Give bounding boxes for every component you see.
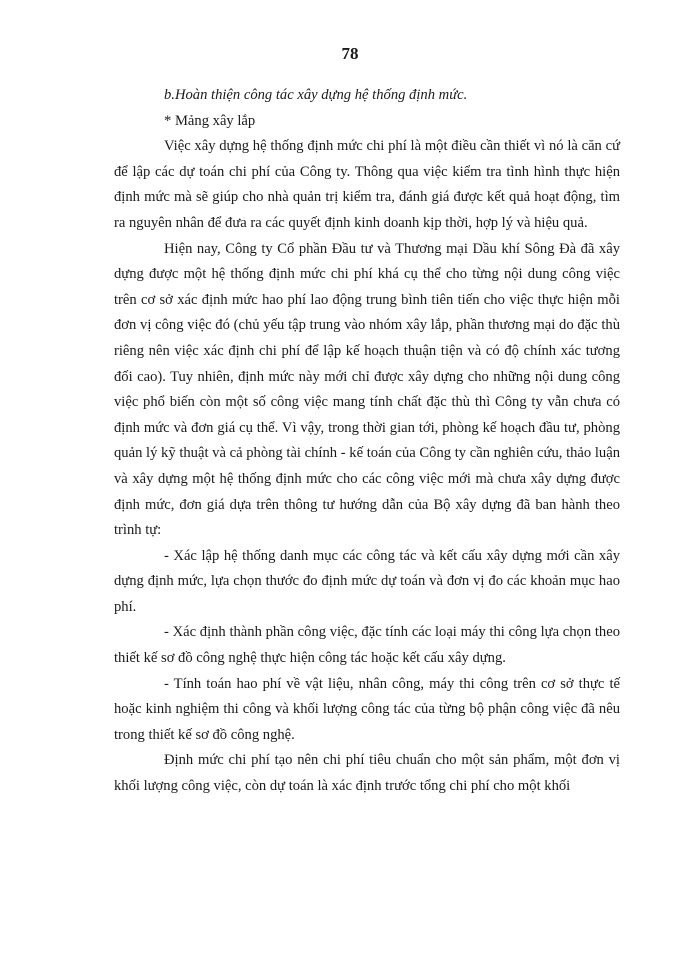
subsection-heading: * Mảng xây lắp [164,112,256,129]
bullet-item: - Tính toán hao phí về vật liệu, nhân công, máy thi công trên cơ sở thực tế hoặc kinh nghiệm thi công và khối lượng công tác của từng bộ phận công việc đã nêu trong thiết kế sơ đồ công nghệ. [114,675,620,743]
paragraph: Định mức chi phí tạo nên chi phí tiêu chuẩn cho một sản phẩm, một đơn vị khối lượng công việc, còn dự toán là xác định trước tổng chi phí cho một khối [114,752,620,795]
paragraph: Hiện nay, Công ty Cổ phần Đầu tư và Thương mại Dầu khí Sông Đà đã xây dựng được một hệ thống định mức chi phí khá cụ thể cho từng nội dung công việc trên cơ sở xác định mức hao phí lao động trung bình tiên tiến cho việc thực hiện mỗi đơn vị công việc đó (chủ yếu tập trung vào nhóm xây lắp, phần thương mại do đặc thù riêng nên việc xác định chi phí để lập kế hoạch thuận tiện và có độ chính xác tương đối cao). Tuy nhiên, định mức này mới chỉ được xây dựng cho những nội dung công việc phổ biến còn một số công việc mang tính chất đặc thù thì Công ty vẫn chưa có định mức và đơn giá cụ thể. Vì vậy, trong thời gian tới, phòng kế hoạch đầu tư, phòng quản lý kỹ thuật và cả phòng tài chính - kế toán của Công ty cần nghiên cứu, thảo luận và xây dựng một hệ thống định mức cho các công việc mới mà chưa xây dựng được định mức, đơn giá dựa trên thông tư hướng dẫn của Bộ xây dựng đã ban hành theo trình tự: [114,240,620,539]
bullet-item: - Xác lập hệ thống danh mục các công tác và kết cấu xây dựng mới cần xây dựng định mức, lựa chọn thước đo định mức dự toán và đơn vị đo các khoản mục hao phí. [114,547,620,615]
section-heading: b.Hoàn thiện công tác xây dựng hệ thống định mức. [164,87,468,103]
bullet-item: - Xác định thành phần công việc, đặc tính các loại máy thi công lựa chọn theo thiết kế sơ đồ công nghệ thực hiện công tác hoặc kết cấu xây dựng. [114,624,620,667]
paragraph: Việc xây dựng hệ thống định mức chi phí là một điều cần thiết vì nó là căn cứ để lập các dự toán chi phí của Công ty. Thông qua việc kiểm tra tình hình thực hiện định mức mà sẽ giúp cho nhà quản trị kiểm tra, đánh giá được kết quả hoạt động, tìm ra nguyên nhân để đưa ra các quyết định kinh doanh kịp thời, hợp lý và hiệu quả. [114,138,620,231]
document-body [114,83,620,800]
page-number: 78 [341,44,359,63]
